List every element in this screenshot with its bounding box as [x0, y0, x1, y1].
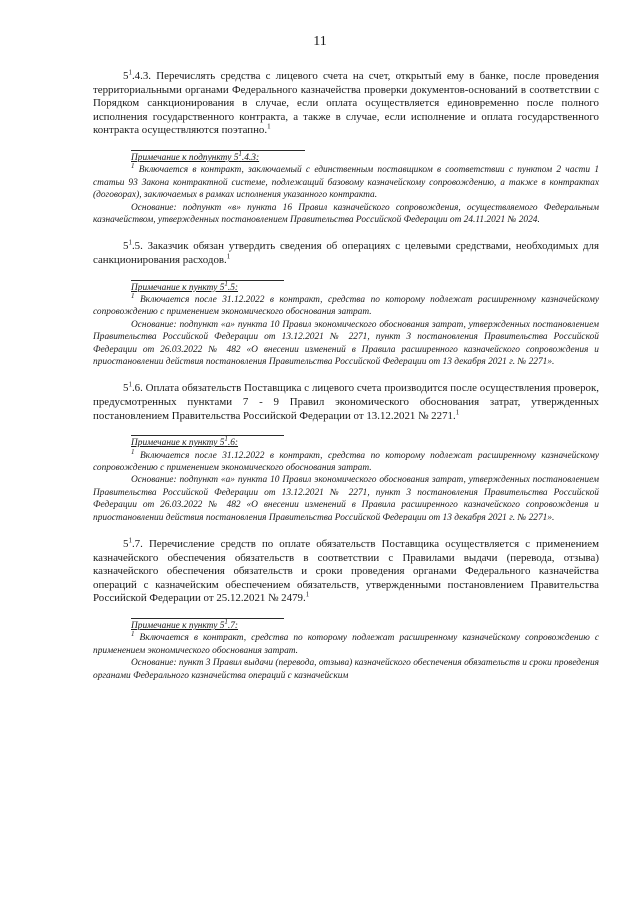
clause-5-1-4-3: [93, 70, 599, 138]
note-5-1-5: [93, 280, 599, 369]
note-title: Примечание к пункту $5^1.6$:: [131, 435, 284, 449]
note-5-1-6: [93, 435, 599, 524]
clause-number: $5^1.7$.: [123, 536, 143, 551]
clause-number: $5^1.5$.: [123, 238, 143, 253]
footnote-mark: 1: [455, 408, 460, 416]
note-title: Примечание к пункту $5^1.7$:: [131, 618, 284, 632]
note-paragraph: $^1$ Включается в контракт, средства по которому подлежат расширенному казначейскому сопровождению с применением экономического обоснования затрат.: [93, 630, 600, 656]
note-title: Примечание к пункту $5^1.5$:: [131, 280, 284, 294]
clause-number: $5^1.4.3$.: [123, 68, 152, 82]
clause-text: Перечисление средств по оплате обязательств Поставщика осуществляется с применением казначейского обеспечения обязательств в соответствии с Правилами выдачи (перевода, отзыва) казначейского обеспечения обязательств и сроки проведения органами Федерального казначейства операций с казначейским обеспечением обязательств, утвержденными постановлением Правительства Российской Федерации от 25.12.2021 № 2479.: [93, 538, 599, 605]
document-body: [93, 70, 599, 696]
note-paragraph: $^1$ Включается после 31.12.2022 в контракт, средства по которому подлежат расширенному казначейскому сопровождению с применением экономического обоснования затрат.: [93, 291, 599, 318]
note-title: Примечание к подпункту $5^1.4.3$:: [131, 150, 305, 164]
clause-text: Перечислять средства с лицевого счета на счет, открытый ему в банке, после проведения территориальными органами Федерального казначейства проверки документов-оснований в соответствии с Порядком санкционирования в случае, если оплата осуществляется единовременно после полного исполнения государственного контракта, а также в случае, если исполнение и оплата государственного контракта осуществляются поэтапно.: [93, 70, 599, 137]
clause-5-1-6: [93, 382, 599, 423]
note-basis: Основание: подпункт «в» пункта 16 Правил казначейского сопровождения, осуществляемого Федеральным казначейством, утвержденных постановлением Правительства Российской Федерации от 24.11.2021 № 2024.: [93, 202, 599, 225]
clause-text: Заказчик обязан утвердить сведения об операциях с целевыми средствами, необходимых для санкционирования расходов.: [93, 240, 599, 266]
note-paragraph: $^1$ Включается после 31.12.2022 в контракт, средства по которому подлежат расширенному казначейскому сопровождению с применением экономического обоснования затрат.: [93, 447, 599, 474]
note-basis: Основание: пункт 3 Правил выдачи (перевода, отзыва) казначейского обеспечения обязательств и сроки проведения органами Федерального казначейства операций с казначейским: [93, 658, 599, 681]
note-paragraph: $^1$ Включается в контракт, заключаемый с единственным поставщиком в соответствии с пунктом 2 части 1 статьи 93 Закона контрактной системе, подлежащий базовому казначейскому сопровождению, а также в контрактах (договорах), заключаемых в рамках исполнения указанного контракта.: [93, 162, 600, 201]
note-basis: Основание: подпункт «а» пункта 10 Правил экономического обоснования затрат, утвержденных постановлением Правительства Российской Федерации от 13.12.2021 № 2271, пункт 3 постановления Правительства Российской Федерации от 26.03.2022 № 482 «О внесении изменений в Правила расширенного казначейского сопровождения и приостановлении действия постановления Правительства Российской Федерации от 13 декабря 2021 г. № 2271».: [93, 475, 599, 523]
footnote-mark: 1: [226, 252, 231, 261]
clause-5-1-7: [93, 538, 599, 606]
clause-text: Оплата обязательств Поставщика с лицевого счета производится после осуществления проверок, предусмотренных пунктами 7 - 9 Правил экономического обоснования затрат, утвержденных постановлением Правительства Российской Федерации от 13.12.2021 № 2271.: [93, 382, 599, 422]
clause-5-1-5: [93, 240, 599, 267]
note-5-1-7: [93, 618, 599, 682]
note-5-1-4-3: [93, 150, 599, 226]
footnote-mark: 1: [267, 122, 271, 131]
note-basis: Основание: подпункт «а» пункта 10 Правил экономического обоснования затрат, утвержденных постановлением Правительства Российской Федерации от 13.12.2021 № 2271, пункт 3 постановления Правительства Российской Федерации от 26.03.2022 № 482 «О внесении изменений в Правила расширенного казначейского сопровождения и приостановлении действия постановления Правительства Российской Федерации от 13 декабря 2021 г. № 2271».: [93, 319, 599, 368]
clause-number: $5^1.6$.: [123, 380, 143, 395]
footnote-mark: 1: [305, 590, 310, 599]
page-number: 11: [313, 34, 327, 49]
